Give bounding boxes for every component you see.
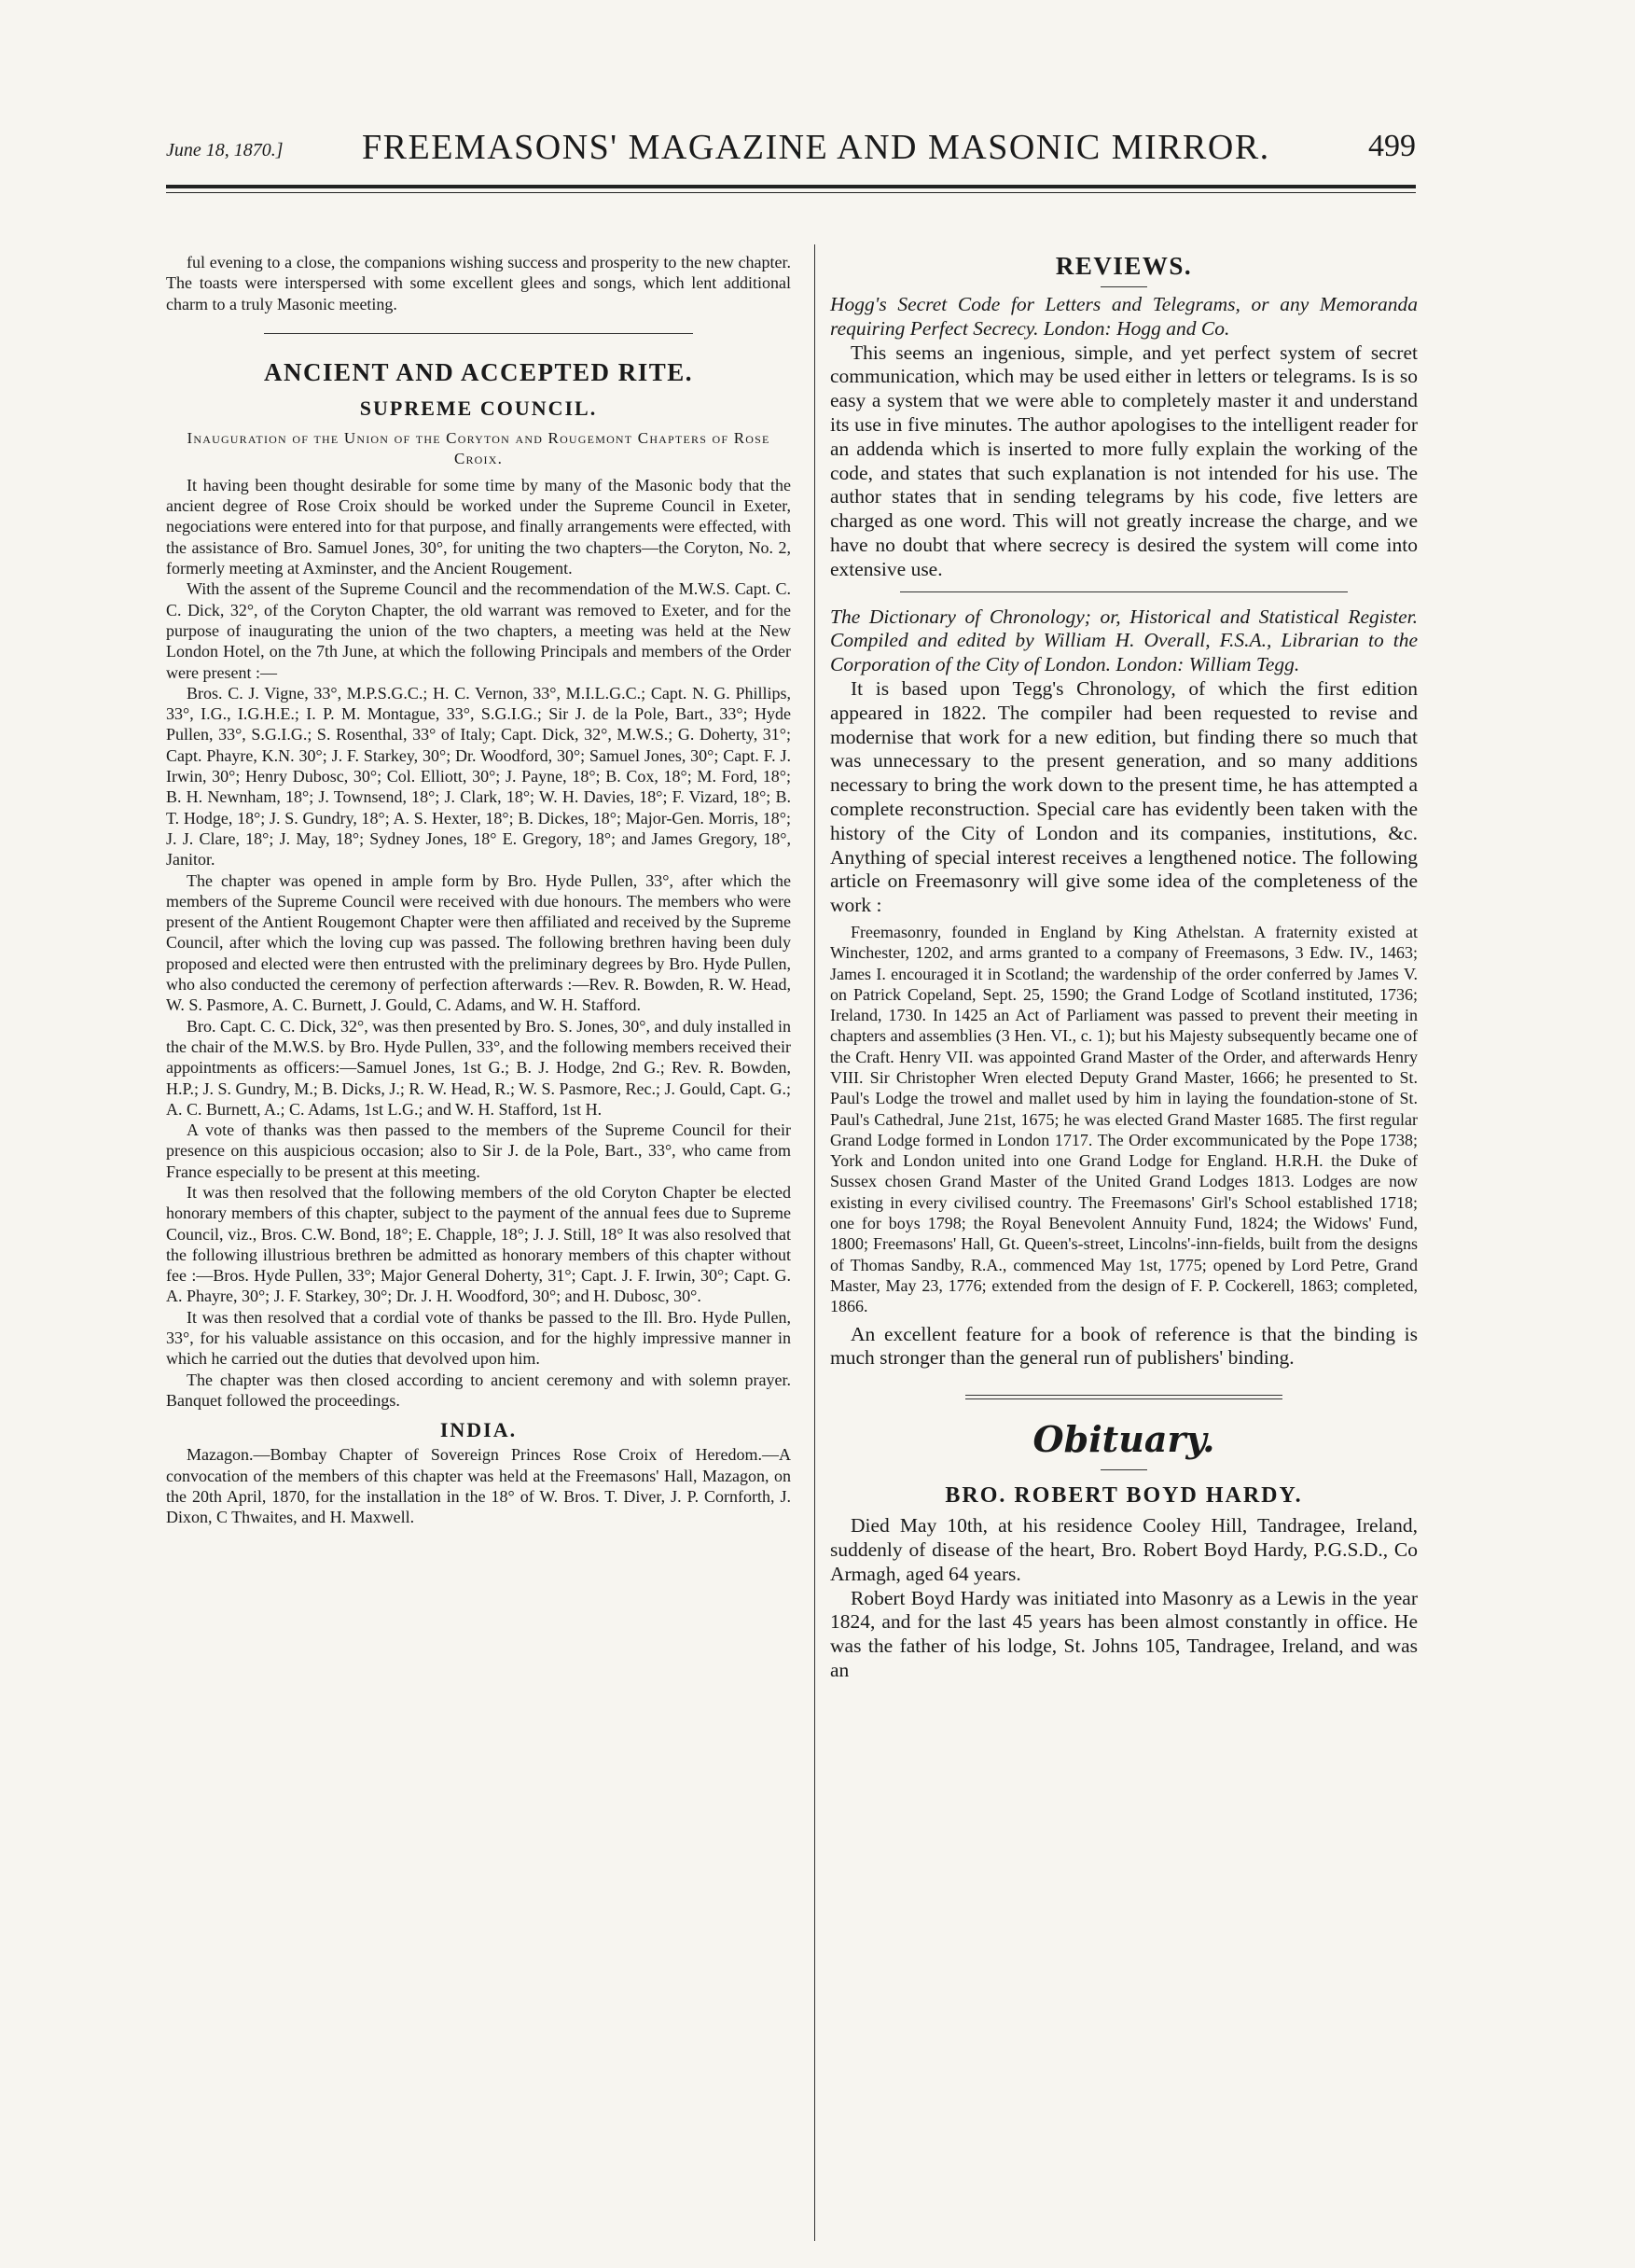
section-title-ancient-rite: ANCIENT AND ACCEPTED RITE. <box>263 357 694 386</box>
subsection-supreme-council: SUPREME COUNCIL. <box>359 396 598 420</box>
review-1-heading: Hogg's Secret Code for Letters and Telegrams, or any Memoranda requiring Perfect Secrecy. London: Hogg and Co. <box>830 293 1418 340</box>
review-1-body: This seems an ingenious, simple, and yet perfect system of secret communication, which may be used either in letters or telegrams. Is is so easy a system that we were able to completely master it and understand its use in five minutes. The author apologises to the intelligent reader for an addenda which is inserted to more fully explain the working of the code, and states that such explanation is not intended for his use. The author states that in sending telegrams by his code, five letters are charged as one word. This will not greatly increase the charge, and we have no doubt that where secrecy is desired the system will come into extensive use. <box>830 341 1418 580</box>
header-date: June 18, 1870.] <box>166 140 284 160</box>
obituary-name: BRO. ROBERT BOYD HARDY. <box>945 1483 1303 1509</box>
section-rule <box>264 333 693 334</box>
freemasonry-quote: Freemasonry, founded in England by King Athelstan. A fraternity existed at Winchester, 1202, and arms granted to a company of Freemasons, 3 Edw. IV., 1463; James I. encouraged it in Scotland; the wardenship of the order conferred by James V. on Patrick Copeland, Sept. 25, 1590; the Grand Lodge of Scotland instituted, 1736; Ireland, 1730. In 1425 an Act of Parliament was passed to prevent their meeting in chapters and assemblies (3 Hen. VI., c. 1); but his Majesty subsequently became one of the Craft. Henry VII. was appointed Grand Master of the Order, and afterwards Henry VIII. Sir Christopher Wren elected Deputy Grand Master, 1666; he presented to St. Paul's Lodge the trowel and mallet used by him in laying the foundation-stone of St. Paul's Cathedral, June 21st, 1675; he was elected Grand Master 1685. The first regular Grand Lodge formed in London 1717. The Order excommunicated by the Pope 1738; York and London united into one Grand Lodge for England. H.R.H. the Duke of Sussex chosen Grand Master of the United Grand Lodges 1813. Lodges are now existing in every civilised country. The Freemasons' Girl's School established 1718; one for boys 1798; the Royal Benevolent Annuity Fund, 1824; the Widows' Fund, 1800; Freemasons' Hall, Gt. Queen's-street, Lincolns'-inn-fields, built from the designs of Thomas Sandby, R.A., commenced May 1st, 1775; opened by Lord Petre, Grand Master, May 23, 1776; extended from the design of F. P. Cockerell, 1863; completed, 1866. <box>830 922 1418 1316</box>
paragraph-members-list: Bros. C. J. Vigne, 33°, M.P.S.G.C.; H. C. Vernon, 33°, M.I.L.G.C.; Capt. N. G. Phillips, 33°, I.G., I.G.H.E.; I. P. M. Montague, 33°, S.G.I.G.; Sir J. de la Pole, Bart., 33°; Hyde Pullen, 33°, S.G.I.G.; S. Rosenthal, 33° of Italy; Capt. Dick, 32°, M.W.S.; G. Doherty, 31°; Capt. Phayre, K.N. 30°; J. F. Starkey, 30°; Dr. Woodford, 30°; Samuel Jones, 30°; Capt. F. J. Irwin, 30°; Henry Dubosc, 30°; Col. Elliott, 30°; J. Payne, 18°; B. Cox, 18°; M. Ford, 18°; B. H. Newnham, 18°; J. Townsend, 18°; J. Clark, 18°; W. H. Davies, 18°; F. Vizard, 18°; B. T. Hodge, 18°; J. S. Gundry, 18°; A. S. Hexter, 18°; B. Dickes, 18°; Major-Gen. Morris, 18°; J. J. Clare, 18°; J. May, 18°; Sydney Jones, 18° E. Gregory, 18°; and James Gregory, 18°, Janitor. <box>166 683 791 870</box>
review-separator <box>900 591 1348 592</box>
obituary-subrule <box>1101 1469 1147 1470</box>
obituary-paragraph-1: Died May 10th, at his residence Cooley Hill, Tandragee, Ireland, suddenly of disease of the heart, Bro. Robert Boyd Hardy, P.G.S.D., Co Armagh, aged 64 years. <box>830 1514 1418 1585</box>
header-rule-thick <box>166 185 1416 188</box>
page-header <box>166 127 1416 174</box>
paragraph-9: The chapter was then closed according to ancient ceremony and with solemn prayer. Banquet followed the proceedings. <box>166 1370 791 1410</box>
paragraph-7: It was then resolved that the following members of the old Coryton Chapter be elected honorary members of this chapter, subject to the payment of the annual fees due to Supreme Council, viz., Bros. C.W. Bond, 18°; E. Chapple, 18°; J. J. Still, 18° It was also resolved that the following illustrious brethren be admitted as honorary members of this chapter without fee :—Bros. Hyde Pullen, 33°; Major General Doherty, 31°; Capt. J. F. Irwin, 30°; Capt. G. A. Phayre, 30°; J. F. Starkey, 30°; Dr. J. H. Woodford, 30°; and H. Dubosc, 30°. <box>166 1182 791 1306</box>
review-2-body: It is based upon Tegg's Chronology, of which the first edition appeared in 1822. The compiler had been requested to revise and modernise that work for a new edition, but finding there so much that was unnecessary to the present generation, and so many additions necessary to bring the work down to the present time, he has attempted a complete reconstruction. Special care has evidently been taken with the history of the City of London and its companies, institutions, &c. Anything of special interest receives a lengthened notice. The following article on Freemasonry will give some idea of the completeness of the work : <box>830 676 1418 917</box>
obituary-title: Obituary. <box>1032 1418 1215 1461</box>
reviews-rule <box>1101 286 1147 287</box>
reviews-title: REVIEWS. <box>1055 252 1193 280</box>
india-title: INDIA. <box>439 1418 518 1442</box>
review-2-closing: An excellent feature for a book of reference is that the binding is much stronger than the general run of publishers' binding. <box>830 1322 1418 1370</box>
masthead-title: FREEMASONS' MAGAZINE AND MASONIC MIRROR. <box>362 128 1270 167</box>
page-number: 499 <box>1368 129 1416 163</box>
paragraph-6: A vote of thanks was then passed to the members of the Supreme Council for their presence on this auspicious occasion; also to Sir J. de la Pole, Bart., 33°, who came from France especially to be present at this meeting. <box>166 1120 791 1181</box>
obituary-paragraph-2: Robert Boyd Hardy was initiated into Masonry as a Lewis in the year 1824, and for the last 45 years has been almost constantly in office. He was the father of his lodge, St. Johns 105, Tandragee, Ireland, and was an <box>830 1586 1418 1681</box>
header-rule-thin <box>166 192 1416 193</box>
paragraph-5: Bro. Capt. C. C. Dick, 32°, was then presented by Bro. S. Jones, 30°, and duly installed in the chair of the M.W.S. by Bro. Hyde Pullen, 33°, and the following members received their appointments as officers:—Samuel Jones, 1st G.; B. J. Hodge, 2nd G.; Rev. R. Bowden, H.P.; J. S. Gundry, M.; B. Dicks, J.; R. W. Head, R.; W. S. Pasmore, Rec.; J. Gould, Capt. G.; A. C. Burnett, A.; C. Adams, 1st L.G.; and W. H. Stafford, 1st H. <box>166 1016 791 1119</box>
right-column <box>830 252 1418 1683</box>
obituary-rule <box>965 1395 1282 1399</box>
paragraph-4: The chapter was opened in ample form by Bro. Hyde Pullen, 33°, after which the members of the Supreme Council were received with due honours. The members who were present of the Antient Rougemont Chapter were then affiliated and received by the Supreme Council, after which the loving cup was passed. The following brethren having been duly proposed and elected were then entrusted with the preliminary degrees by Bro. Hyde Pullen, who also conducted the ceremony of perfection afterwards :—Rev. R. Bowden, R. W. Head, W. S. Pasmore, A. C. Burnett, J. Gould, C. Adams, and W. H. Stafford. <box>166 870 791 1015</box>
left-column <box>166 252 791 1527</box>
paragraph-2: With the assent of the Supreme Council and the recommendation of the M.W.S. Capt. C. C. Dick, 32°, of the Coryton Chapter, the old warrant was removed to Exeter, and for the purpose of inaugurating the union of the two chapters, a meeting was held at the New London Hotel, on the 7th June, at which the following Principals and members of the Order were present :— <box>166 579 791 682</box>
india-paragraph: Mazagon.—Bombay Chapter of Sovereign Princes Rose Croix of Heredom.—A convocation of the members of this chapter was held at the Freemasons' Hall, Mazagon, on the 20th April, 1870, for the installation in the 18° of W. Bros. T. Diver, J. P. Cornforth, J. Dixon, C Thwaites, and H. Maxwell. <box>166 1445 791 1527</box>
paragraph-1: It having been thought desirable for some time by many of the Masonic body that the ancient degree of Rose Croix should be worked under the Supreme Council in Exeter, negociations were entered into for that purpose, and finally arrangements were effected, with the assistance of Bro. Samuel Jones, 30°, for uniting the two chapters—the Coryton, No. 2, formerly meeting at Axminster, and the Ancient Rougement. <box>166 475 791 578</box>
review-2-heading: The Dictionary of Chronology; or, Historical and Statistical Register. Compiled and edited by William H. Overall, F.S.A., Librarian to the Corporation of the City of London. London: William Tegg. <box>830 605 1418 676</box>
paragraph-8: It was then resolved that a cordial vote of thanks be passed to the Ill. Bro. Hyde Pullen, 33°, for his valuable assistance on this occasion, and for the highly impressive manner in which he carried out the duties that devolved upon him. <box>166 1307 791 1369</box>
inauguration-subheading: Inauguration of the Union of the Coryton and Rougemont Chapters of Rose Croix. <box>187 428 770 467</box>
intro-paragraph: ful evening to a close, the companions wishing success and prosperity to the new chapter. The toasts were interspersed with some excellent glees and songs, which lent additional charm to a truly Masonic meeting. <box>166 253 791 313</box>
column-divider <box>814 244 815 2241</box>
